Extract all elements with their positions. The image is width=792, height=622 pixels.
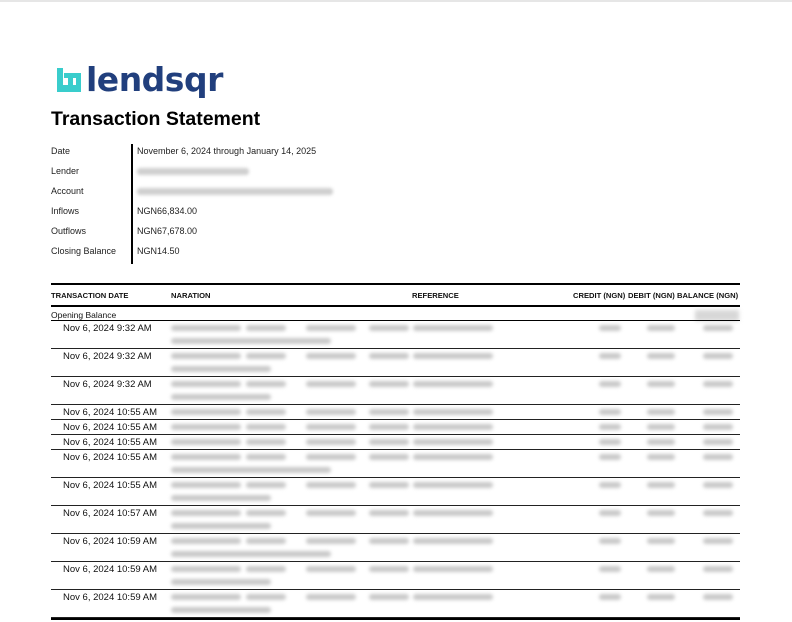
redacted-cell	[647, 510, 675, 516]
redacted-cell	[306, 353, 356, 359]
redacted-text	[137, 188, 333, 195]
table-row	[51, 478, 740, 506]
redacted-cell	[413, 594, 493, 600]
redacted-cell	[413, 538, 493, 544]
redacted-cell	[703, 381, 733, 387]
table-row	[51, 562, 740, 590]
redacted-cell	[703, 439, 733, 445]
table-row	[51, 534, 740, 562]
meta-value-account	[137, 184, 437, 204]
header-transaction-date: TRANSACTION DATE	[51, 291, 129, 300]
table-row	[51, 435, 740, 450]
redacted-cell	[306, 424, 356, 430]
redacted-cell	[413, 325, 493, 331]
redacted-cell	[171, 566, 241, 572]
redacted-cell	[647, 325, 675, 331]
table-row	[51, 450, 740, 478]
redacted-cell	[647, 538, 675, 544]
redacted-cell	[171, 394, 271, 400]
redacted-cell	[171, 467, 331, 473]
redacted-cell	[703, 424, 733, 430]
redacted-cell	[369, 510, 409, 516]
lendsqr-logo-text: lendsqr	[86, 60, 223, 99]
redacted-cell	[647, 439, 675, 445]
redacted-cell	[246, 510, 286, 516]
redacted-cell	[171, 353, 241, 359]
transaction-date: Nov 6, 2024 9:32 AM	[63, 351, 152, 362]
redacted-cell	[369, 353, 409, 359]
meta-divider	[131, 144, 133, 264]
redacted-cell	[246, 424, 286, 430]
redacted-cell	[369, 538, 409, 544]
redacted-cell	[369, 482, 409, 488]
redacted-cell	[647, 594, 675, 600]
transaction-date: Nov 6, 2024 9:32 AM	[63, 323, 152, 334]
redacted-cell	[413, 566, 493, 572]
redacted-cell	[703, 409, 733, 415]
redacted-cell	[413, 439, 493, 445]
transaction-date: Nov 6, 2024 10:55 AM	[63, 422, 158, 433]
table-row	[51, 377, 740, 405]
redacted-cell	[369, 594, 409, 600]
redacted-cell	[171, 523, 271, 529]
redacted-cell	[171, 381, 241, 387]
redacted-cell	[647, 482, 675, 488]
redacted-cell	[306, 439, 356, 445]
transaction-date: Nov 6, 2024 10:55 AM	[63, 452, 158, 463]
transaction-date: Nov 6, 2024 9:32 AM	[63, 379, 152, 390]
redacted-cell	[413, 381, 493, 387]
table-row	[51, 420, 740, 435]
table-bottom-rule	[51, 618, 740, 620]
redacted-cell	[246, 381, 286, 387]
redacted-cell	[703, 594, 733, 600]
table-row	[51, 321, 740, 349]
redacted-cell	[306, 325, 356, 331]
redacted-cell	[703, 566, 733, 572]
redacted-cell	[599, 594, 621, 600]
redacted-cell	[599, 454, 621, 460]
meta-label-date: Date	[51, 146, 71, 156]
redacted-cell	[599, 439, 621, 445]
redacted-cell	[703, 353, 733, 359]
redacted-cell	[703, 482, 733, 488]
redacted-cell	[171, 538, 241, 544]
redacted-cell	[369, 566, 409, 572]
redacted-cell	[369, 439, 409, 445]
table-row	[51, 506, 740, 534]
redacted-cell	[171, 325, 241, 331]
opening-balance-label: Opening Balance	[51, 310, 117, 320]
header-debit: DEBIT (NGN)	[628, 291, 675, 300]
redacted-cell	[599, 381, 621, 387]
transaction-date: Nov 6, 2024 10:59 AM	[63, 592, 158, 603]
redacted-cell	[369, 325, 409, 331]
table-row	[51, 349, 740, 377]
redacted-cell	[647, 381, 675, 387]
redacted-cell	[413, 454, 493, 460]
redacted-cell	[246, 409, 286, 415]
redacted-cell	[703, 454, 733, 460]
transaction-date: Nov 6, 2024 10:59 AM	[63, 536, 158, 547]
transaction-date: Nov 6, 2024 10:55 AM	[63, 407, 158, 418]
transaction-date: Nov 6, 2024 10:59 AM	[63, 564, 158, 575]
redacted-cell	[171, 551, 331, 557]
redacted-cell	[306, 566, 356, 572]
redacted-cell	[171, 409, 241, 415]
redacted-cell	[246, 439, 286, 445]
table-header	[51, 285, 740, 305]
redacted-cell	[703, 325, 733, 331]
meta-label-closing-balance: Closing Balance	[51, 246, 117, 256]
redacted-cell	[246, 482, 286, 488]
lendsqr-logo	[56, 60, 223, 100]
redacted-cell	[369, 381, 409, 387]
redacted-cell	[171, 424, 241, 430]
redacted-cell	[703, 510, 733, 516]
meta-value-lender	[137, 164, 437, 184]
redacted-cell	[599, 566, 621, 572]
redacted-cell	[246, 538, 286, 544]
redacted-cell	[413, 424, 493, 430]
redacted-cell	[171, 338, 331, 344]
redacted-text	[137, 168, 249, 175]
header-reference: REFERENCE	[412, 291, 459, 300]
redacted-cell	[599, 482, 621, 488]
redacted-cell	[171, 454, 241, 460]
meta-values	[137, 144, 437, 264]
redacted-cell	[647, 566, 675, 572]
redacted-cell	[306, 538, 356, 544]
transaction-date: Nov 6, 2024 10:55 AM	[63, 437, 158, 448]
redacted-cell	[171, 495, 271, 501]
redacted-cell	[306, 381, 356, 387]
lendsqr-logo-mark-icon	[56, 67, 82, 93]
redacted-cell	[599, 538, 621, 544]
page-top-border	[0, 0, 792, 2]
transaction-date: Nov 6, 2024 10:55 AM	[63, 480, 158, 491]
redacted-cell	[246, 454, 286, 460]
redacted-cell	[647, 353, 675, 359]
redacted-cell	[647, 454, 675, 460]
redacted-cell	[413, 409, 493, 415]
transaction-date: Nov 6, 2024 10:57 AM	[63, 508, 158, 519]
redacted-cell	[413, 482, 493, 488]
redacted-cell	[306, 482, 356, 488]
redacted-cell	[171, 510, 241, 516]
meta-value-inflows: NGN66,834.00	[137, 206, 198, 216]
meta-label-inflows: Inflows	[51, 206, 80, 216]
redacted-cell	[246, 353, 286, 359]
redacted-cell	[413, 353, 493, 359]
redacted-cell	[246, 325, 286, 331]
redacted-cell	[599, 409, 621, 415]
redacted-cell	[369, 424, 409, 430]
document-title: Transaction Statement	[51, 108, 261, 130]
redacted-cell	[306, 510, 356, 516]
redacted-cell	[703, 538, 733, 544]
redacted-cell	[413, 510, 493, 516]
meta-labels	[51, 144, 131, 264]
redacted-cell	[599, 424, 621, 430]
redacted-cell	[171, 579, 271, 585]
redacted-cell	[369, 409, 409, 415]
redacted-cell	[306, 409, 356, 415]
redacted-cell	[599, 510, 621, 516]
meta-value-closing-balance: NGN14.50	[137, 246, 180, 256]
redacted-cell	[369, 454, 409, 460]
redacted-cell	[246, 566, 286, 572]
meta-label-account: Account	[51, 186, 84, 196]
meta-value-date: November 6, 2024 through January 14, 2025	[137, 146, 317, 156]
opening-balance-row	[51, 307, 740, 321]
redacted-cell	[306, 594, 356, 600]
redacted-cell	[599, 325, 621, 331]
meta-value-outflows: NGN67,678.00	[137, 226, 198, 236]
redacted-cell	[306, 454, 356, 460]
redacted-cell	[647, 424, 675, 430]
redacted-cell	[171, 594, 241, 600]
meta-label-lender: Lender	[51, 166, 80, 176]
meta-label-outflows: Outflows	[51, 226, 87, 236]
redacted-cell	[171, 607, 271, 613]
table-row	[51, 590, 740, 618]
header-narration: NARATION	[171, 291, 211, 300]
redacted-cell	[171, 366, 271, 372]
header-balance: BALANCE (NGN)	[677, 291, 739, 300]
table-row	[51, 405, 740, 420]
redacted-cell	[246, 594, 286, 600]
redacted-cell	[171, 439, 241, 445]
header-credit: CREDIT (NGN)	[573, 291, 626, 300]
redacted-cell	[171, 482, 241, 488]
redacted-cell	[647, 409, 675, 415]
redacted-cell	[599, 353, 621, 359]
